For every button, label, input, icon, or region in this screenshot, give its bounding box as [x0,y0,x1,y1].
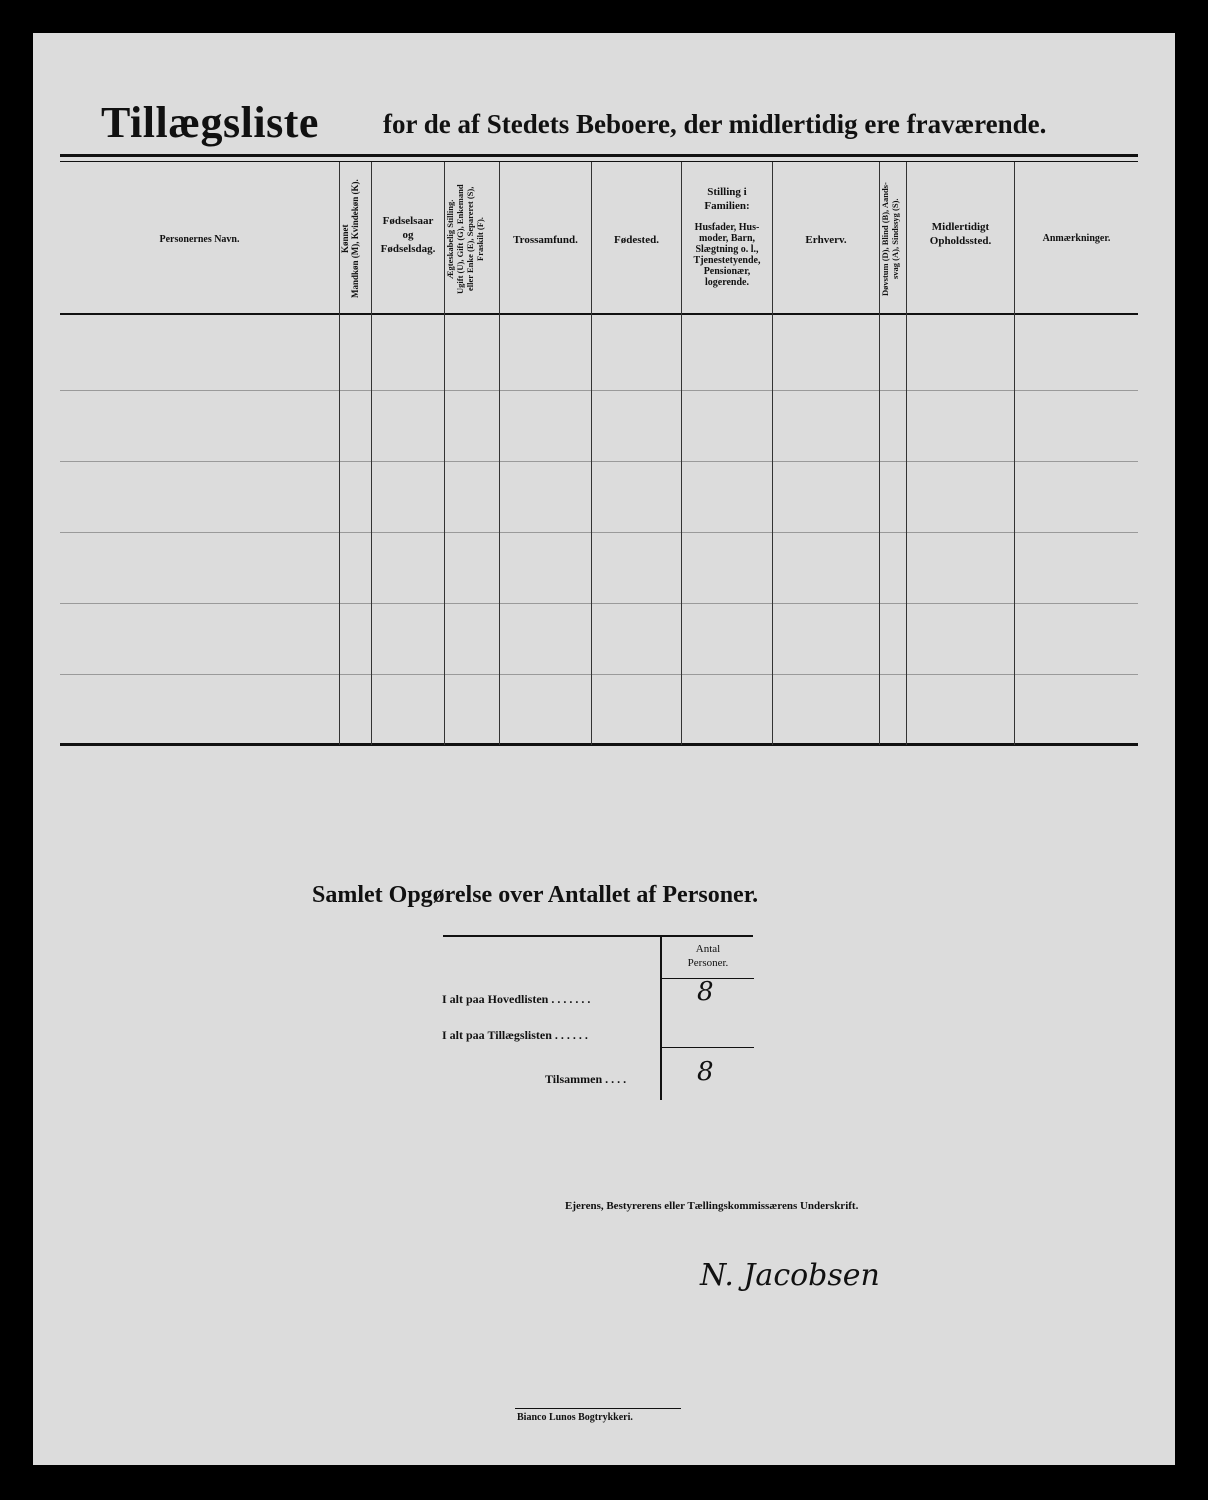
table-row-line [60,532,1138,533]
header-family-position: Stilling i Familien: [704,186,750,212]
summary-main-list-label: I alt paa Hovedlisten . . . . . . . [442,992,591,1006]
summary-main-list-value: 8 [697,977,714,1007]
column-divider [1014,162,1015,745]
header-sex: Kønnet Mandkøn (M), Kvindekøn (K). [340,179,360,299]
header-temporary-residence: Midlertidigt Opholdssted. [929,221,992,247]
signature-name: N. Jacobsen [700,1258,880,1293]
form-subtitle-text: for de af Stedets Beboere, der midlertidig ere [383,109,900,139]
signature-label: Ejerens, Bestyrerens eller Tællingskommissærens Underskrift. [565,1200,859,1212]
form-subtitle-emphasis: fraværende. [906,109,1047,139]
summary-top-rule [443,935,753,937]
header-family-position-detail: Husfader, Hus- moder, Barn, Slægtning o. l., Tjenestetyende, Pensionær, logerende. [693,222,761,288]
header-birth: Fødselsaar og Fødselsdag. [380,215,436,255]
header-religion: Trossamfund. [513,234,578,246]
summary-supplementary-list-label: I alt paa Tillægslisten . . . . . . [442,1028,588,1042]
header-marital: Ægteskabelig Stilling. Ugift (U), Gift (G), Enkemand eller Enke (E), Separeret (S), Fraskilt (F). [445,184,485,294]
header-disability: Døvstum (D), Blind (B), Aands- svag (A), Sindssyg (S). [880,182,900,296]
summary-title: Samlet Opgørelse over Antallet af Personer. [312,882,759,908]
column-divider [591,162,592,745]
form-title: Tillægsliste [101,98,319,147]
column-divider [499,162,500,745]
header-occupation: Erhverv. [805,234,847,246]
form-subtitle [383,108,1046,140]
table-row-line [60,603,1138,604]
table-top-thin-rule [60,161,1138,162]
table-bottom-rule [60,743,1138,746]
table-row-line [60,674,1138,675]
printer-mark: Bianco Lunos Bogtrykkeri. [517,1412,633,1423]
header-name: Personernes Navn. [159,234,240,245]
header-bottom-rule [60,313,1138,315]
header-birthplace: Fødested. [614,234,659,246]
summary-total-label: Tilsammen . . . . [545,1072,627,1086]
summary-vertical-rule [660,935,662,1100]
table-row-line [60,390,1138,391]
table-row-line [60,461,1138,462]
column-divider [772,162,773,745]
summary-count-header: Antal Personer. [687,943,729,969]
printer-rule [515,1408,681,1409]
summary-total-value: 8 [697,1057,714,1087]
header-remarks: Anmærkninger. [1042,233,1111,244]
table-top-rule [60,154,1138,157]
summary-total-rule [662,1047,754,1048]
column-divider [906,162,907,745]
